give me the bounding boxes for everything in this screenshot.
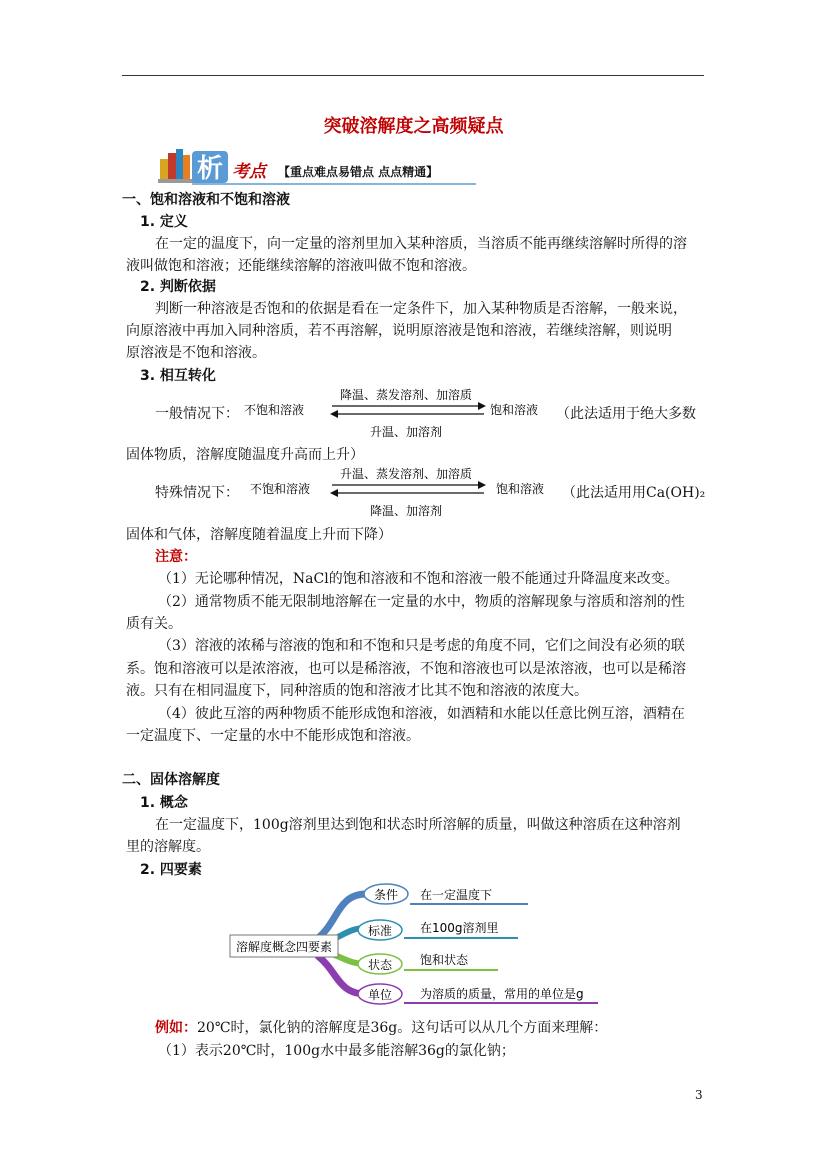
- s2-sub1: 1. 概念: [140, 795, 188, 811]
- svg-text:饱和状态: 饱和状态: [420, 953, 469, 967]
- note-3a: （3）溶液的浓稀与溶液的饱和和不饱和只是考虑的角度不同，它们之间没有必须的联: [158, 638, 685, 654]
- s1-p1b: 液叫做饱和溶液；还能继续溶解的溶液叫做不饱和溶液。: [126, 258, 476, 274]
- section2-heading: 二、固体溶解度: [122, 772, 220, 788]
- s1-p2b: 向原溶液中再加入同种溶质，若不再溶解，说明原溶液是饱和溶液，若继续溶解，则说明: [126, 323, 672, 339]
- s1-sub3: 3. 相互转化: [140, 368, 216, 384]
- note-3b: 系。饱和溶液可以是浓溶液，也可以是稀溶液，不饱和溶液也可以是浓溶液，也可以是稀溶: [126, 661, 686, 677]
- mindmap-node-unit: [358, 984, 598, 1004]
- section1-heading: 一、饱和溶液和不饱和溶液: [122, 192, 290, 208]
- example-1: （1）表示20℃时，100g水中最多能溶解36g的氯化钠；: [158, 1043, 515, 1059]
- s1-sub2: 2. 判断依据: [140, 279, 216, 295]
- arrow-left-icon: [330, 410, 338, 418]
- general-lead: 一般情况下：: [155, 406, 239, 422]
- note-3c: 液。只有在相同温度下，同种溶质的饱和溶液才比其不饱和溶液的浓度大。: [126, 683, 588, 699]
- header-rule: [122, 75, 704, 76]
- page-number: 3: [695, 1088, 703, 1102]
- mindmap-node-state: [358, 952, 498, 974]
- banner-char: 析: [196, 154, 224, 184]
- note-2b: 质有关。: [126, 616, 182, 632]
- example-line: [155, 1018, 607, 1038]
- banner-tag: 【重点难点易错点 点点精通】: [278, 165, 439, 179]
- note-label: 注意：: [155, 549, 197, 565]
- svg-text:状态: 状态: [367, 958, 393, 972]
- s1-p2a: 判断一种溶液是否饱和的依据是看在一定条件下，加入某种物质是否溶解，一般来说，: [155, 301, 687, 317]
- s1-p1a: 在一定的温度下，向一定量的溶剂里加入某种溶质，当溶质不能再继续溶解时所得的溶: [155, 236, 687, 252]
- svg-text:条件: 条件: [373, 888, 399, 902]
- note-4b: 一定温度下、一定量的水中不能形成饱和溶液。: [126, 728, 420, 744]
- arrow-right-icon: [478, 402, 486, 410]
- svg-text:单位: 单位: [367, 988, 393, 1002]
- svg-text:为溶质的质量，常用的单位是g: 为溶质的质量，常用的单位是g: [420, 987, 584, 1001]
- mindmap-center: 溶解度概念四要素: [235, 940, 333, 954]
- s2-p1b: 里的溶解度。: [126, 839, 210, 855]
- special-lead: 特殊情况下：: [155, 485, 239, 501]
- example-label: 例如：: [155, 1020, 197, 1036]
- note-2a: （2）通常物质不能无限制地溶解在一定量的水中，物质的溶解现象与溶质和溶剂的性: [158, 594, 685, 610]
- note-1: （1）无论哪种情况，NaCl的饱和溶液和不饱和溶液一般不能通过升降温度来改变。: [158, 571, 679, 587]
- general-tail: （此法适用于绝大多数: [556, 406, 696, 422]
- four-elements-mindmap: [228, 882, 608, 1010]
- general-top-label: 降温、蒸发溶剂、加溶质: [339, 388, 473, 402]
- banner-word: 考点: [232, 162, 266, 182]
- special-conversion-diagram: [240, 463, 560, 519]
- special-left-label: 不饱和溶液: [250, 482, 311, 496]
- general-right-label: 饱和溶液: [490, 403, 539, 417]
- s1-sub1: 1. 定义: [140, 214, 188, 230]
- svg-text:标准: 标准: [367, 924, 393, 938]
- general-bottom-label: 升温、加溶剂: [369, 425, 443, 439]
- note-4a: （4）彼此互溶的两种物质不能形成饱和溶液，如酒精和水能以任意比例互溶，酒精在: [158, 706, 685, 722]
- svg-text:在100g溶剂里: 在100g溶剂里: [420, 921, 499, 935]
- special-top-label: 升温、蒸发溶剂、加溶质: [339, 467, 473, 481]
- general-next: 固体物质，溶解度随温度升高而上升）: [126, 447, 364, 463]
- general-left-label: 不饱和溶液: [244, 403, 305, 417]
- s2-sub2: 2. 四要素: [140, 862, 202, 878]
- s2-p1a: 在一定温度下，100g溶剂里达到饱和状态时所溶解的质量，叫做这种溶质在这种溶剂: [155, 817, 681, 833]
- special-tail: （此法适用用Ca(OH)₂: [562, 485, 706, 501]
- example-text: 20℃时，氯化钠的溶解度是36g。这句话可以从几个方面来理解：: [197, 1020, 608, 1036]
- special-right-label: 饱和溶液: [496, 482, 545, 496]
- s1-p2c: 原溶液是不饱和溶液。: [126, 345, 266, 361]
- general-conversion-diagram: [240, 384, 560, 440]
- special-next: 固体和气体，溶解度随着温度上升而下降）: [126, 527, 392, 543]
- special-bottom-label: 降温、加溶剂: [369, 504, 443, 518]
- arrow-left-icon: [330, 489, 338, 497]
- analysis-banner: [158, 145, 478, 185]
- svg-text:在一定温度下: 在一定温度下: [420, 888, 493, 902]
- mindmap-node-standard: [358, 920, 518, 940]
- page-title: 突破溶解度之高频疑点: [323, 116, 504, 137]
- arrow-right-icon: [478, 481, 486, 489]
- mindmap-node-condition: [364, 884, 528, 904]
